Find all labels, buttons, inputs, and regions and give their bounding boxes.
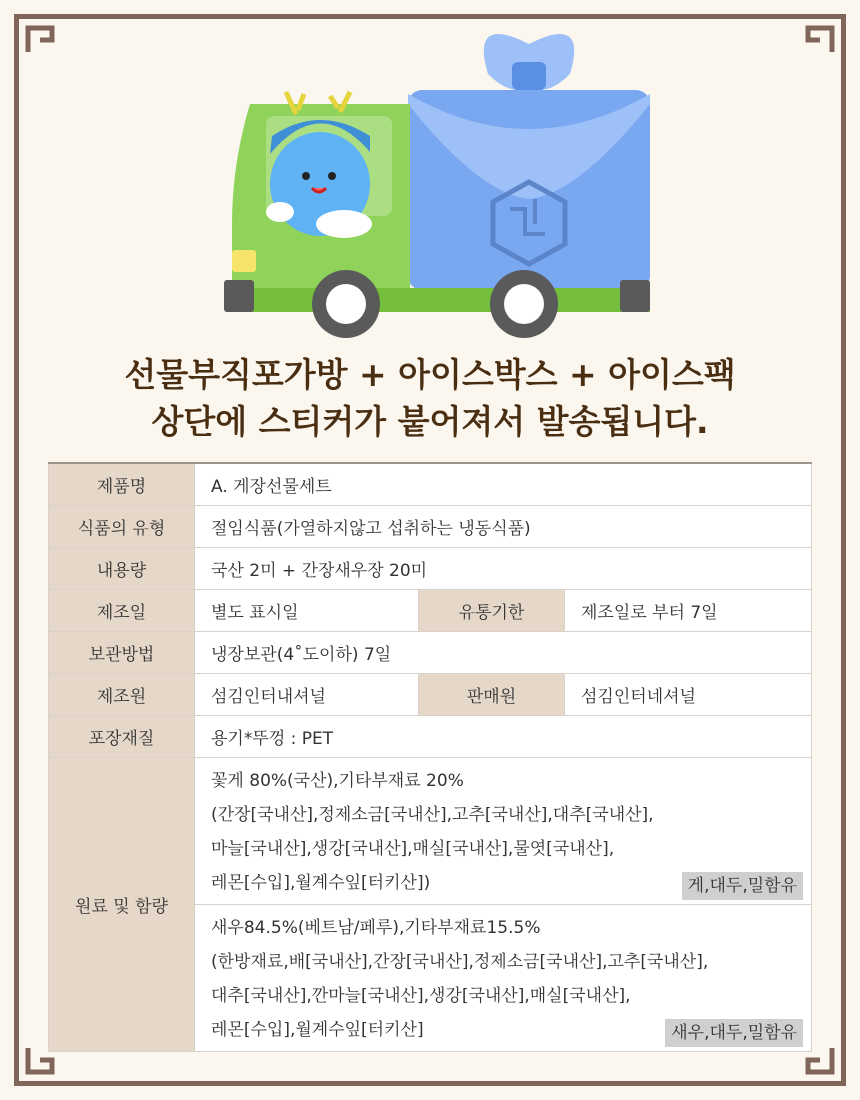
value-ingredients xyxy=(195,757,812,1051)
ingredient-line: 마늘[국내산],생강[국내산],매실[국내산],물엿[국내산], xyxy=(211,838,615,859)
value-maker: 섬김인터내셔널 xyxy=(195,673,419,715)
value-expiry: 제조일로 부터 7일 xyxy=(565,589,812,631)
table-row xyxy=(49,505,812,547)
corner-ornament-top-right xyxy=(794,14,846,66)
delivery-truck-illustration xyxy=(220,24,660,344)
value-food-type: 절임식품(가열하지않고 섭취하는 냉동식품) xyxy=(195,505,812,547)
label-food-type: 식품의 유형 xyxy=(49,505,195,547)
allergen-badge-crab: 게,대두,밀함유 xyxy=(682,872,803,900)
value-mfg-date: 별도 표시일 xyxy=(195,589,419,631)
ingredient-line: 꽃게 80%(국산),기타부재료 20% xyxy=(211,770,464,791)
ingredient-line: 레몬[수입],월계수잎[터키산]) xyxy=(211,872,431,893)
ingredients-shrimp xyxy=(195,904,811,1051)
ingredient-line: 레몬[수입],월계수잎[터키산] xyxy=(211,1019,424,1040)
table-row xyxy=(49,673,812,715)
corner-ornament-top-left xyxy=(14,14,66,66)
label-storage: 보관방법 xyxy=(49,631,195,673)
label-ingredients: 원료 및 함량 xyxy=(49,757,195,1051)
product-info-table xyxy=(48,462,812,1052)
ingredient-line: (간장[국내산],정제소금[국내산],고추[국내산],대추[국내산], xyxy=(211,804,654,825)
table-row xyxy=(49,715,812,757)
label-product-name: 제품명 xyxy=(49,463,195,505)
allergen-badge-shrimp: 새우,대두,밀함유 xyxy=(665,1019,803,1047)
ingredient-line: 대추[국내산],깐마늘[국내산],생강[국내산],매실[국내산], xyxy=(211,985,631,1006)
value-contents: 국산 2미 + 간장새우장 20미 xyxy=(195,547,812,589)
label-maker: 제조원 xyxy=(49,673,195,715)
headline-line-1: 선물부직포가방 + 아이스박스 + 아이스팩 xyxy=(124,355,736,394)
value-product-name: A. 게장선물세트 xyxy=(195,463,812,505)
value-storage: 냉장보관(4˚도이하) 7일 xyxy=(195,631,812,673)
label-mfg-date: 제조일 xyxy=(49,589,195,631)
table-row xyxy=(49,547,812,589)
table-row xyxy=(49,589,812,631)
label-expiry: 유통기한 xyxy=(419,589,565,631)
label-contents: 내용량 xyxy=(49,547,195,589)
label-packaging: 포장재질 xyxy=(49,715,195,757)
ingredient-line: 새우84.5%(베트남/페루),기타부재료15.5% xyxy=(211,917,541,938)
ingredient-line: (한방재료,배[국내산],간장[국내산],정제소금[국내산],고추[국내산], xyxy=(211,951,709,972)
table-row xyxy=(49,757,812,1051)
ingredients-crab xyxy=(195,758,811,904)
label-seller: 판매원 xyxy=(419,673,565,715)
headline-line-2: 상단에 스티커가 붙어져서 발송됩니다. xyxy=(151,402,709,441)
table-row xyxy=(49,463,812,505)
value-seller: 섬김인터네셔널 xyxy=(565,673,812,715)
table-row xyxy=(49,631,812,673)
value-packaging: 용기*뚜껑 : PET xyxy=(195,715,812,757)
